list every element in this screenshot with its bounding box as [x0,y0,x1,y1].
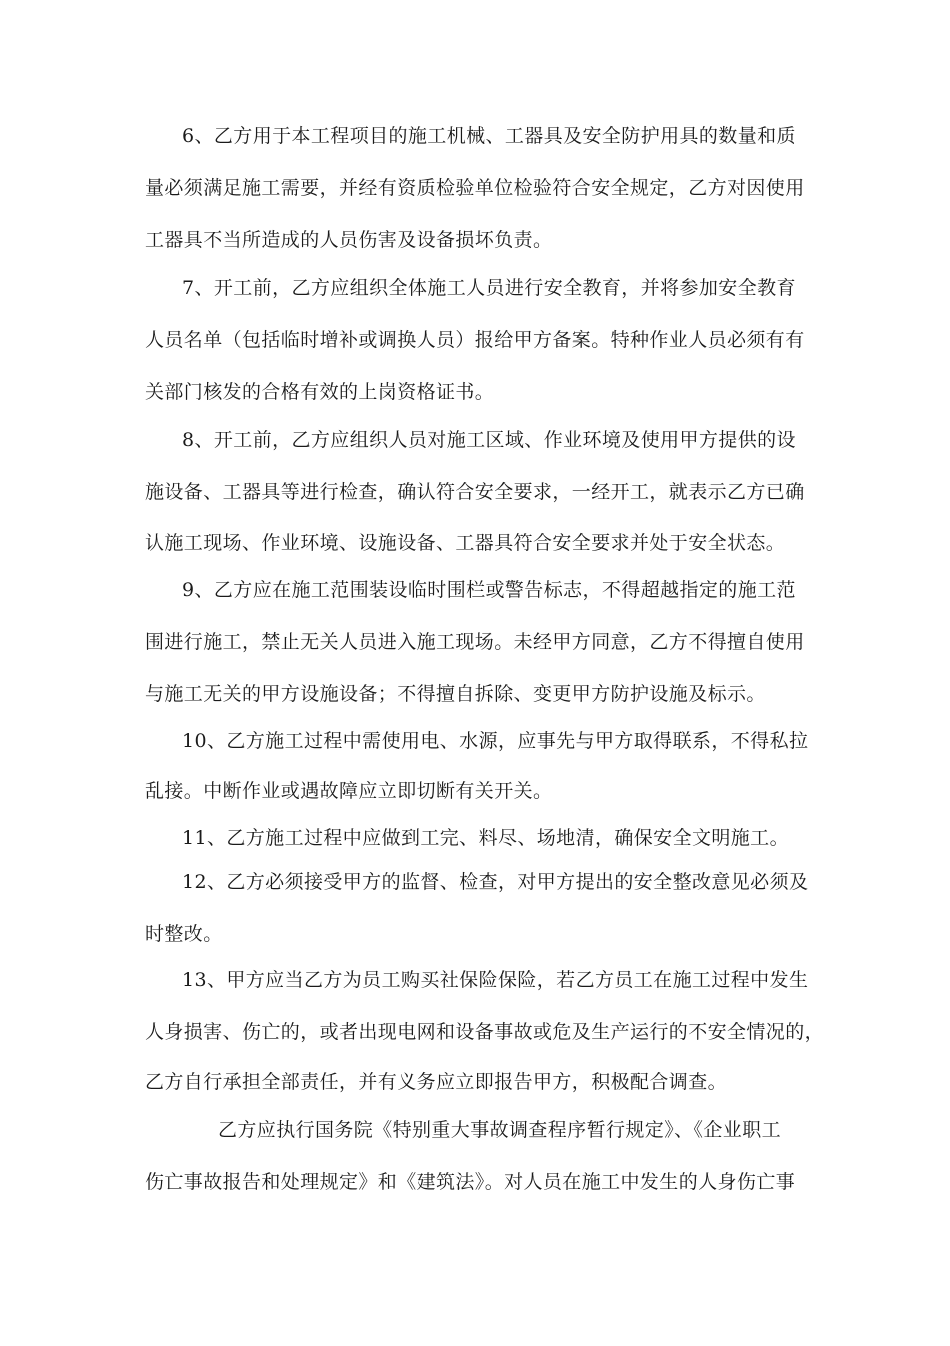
clause-12-line-1: 12、乙方必须接受甲方的监督、检查，对甲方提出的安全整改意见必须及 [182,871,809,893]
clause-13-line-2: 人身损害、伤亡的，或者出现电网和设备事故或危及生产运行的不安全情况的， [145,1021,825,1043]
clause-11-line-1: 11、乙方施工过程中应做到工完、料尽、场地清，确保安全文明施工。 [182,827,789,849]
clause-9-line-2: 围进行施工，禁止无关人员进入施工现场。未经甲方同意，乙方不得擅自使用 [145,631,805,653]
clause-12-line-2: 时整改。 [145,923,223,945]
clause-13-line-1: 13、甲方应当乙方为员工购买社保险保险，若乙方员工在施工过程中发生 [182,969,809,991]
clause-10-line-2: 乱接。中断作业或遇故障应立即切断有关开关。 [145,780,553,802]
clause-6-line-1: 6、乙方用于本工程项目的施工机械、工器具及安全防护用具的数量和质 [182,125,796,147]
clause-8-line-3: 认施工现场、作业环境、设施设备、工器具符合安全要求并处于安全状态。 [145,532,786,554]
clause-9-line-3: 与施工无关的甲方设施设备；不得擅自拆除、变更甲方防护设施及标示。 [145,683,766,705]
clause-8-line-2: 施设备、工器具等进行检查，确认符合安全要求，一经开工，就表示乙方已确 [145,481,805,503]
regulation-paragraph-line-1: 乙方应执行国务院《特别重大事故调查程序暂行规定》、《企业职工 [218,1119,782,1141]
regulation-paragraph-line-2: 伤亡事故报告和处理规定》和《建筑法》。对人员在施工中发生的人身伤亡事 [145,1171,796,1193]
clause-9-line-1: 9、乙方应在施工范围装设临时围栏或警告标志，不得超越指定的施工范 [182,579,796,601]
clause-7-line-3: 关部门核发的合格有效的上岗资格证书。 [145,381,495,403]
clause-7-line-2: 人员名单（包括临时增补或调换人员）报给甲方备案。特种作业人员必须有有 [145,329,805,351]
clause-10-line-1: 10、乙方施工过程中需使用电、水源，应事先与甲方取得联系，不得私拉 [182,730,809,752]
clause-7-line-1: 7、开工前，乙方应组织全体施工人员进行安全教育，并将参加安全教育 [182,277,796,299]
clause-6-line-3: 工器具不当所造成的人员伤害及设备损坏负责。 [145,229,553,251]
clause-8-line-1: 8、开工前，乙方应组织人员对施工区域、作业环境及使用甲方提供的设 [182,429,796,451]
clause-13-line-3: 乙方自行承担全部责任，并有义务应立即报告甲方，积极配合调查。 [145,1071,728,1093]
clause-6-line-2: 量必须满足施工需要，并经有资质检验单位检验符合安全规定，乙方对因使用 [145,177,805,199]
